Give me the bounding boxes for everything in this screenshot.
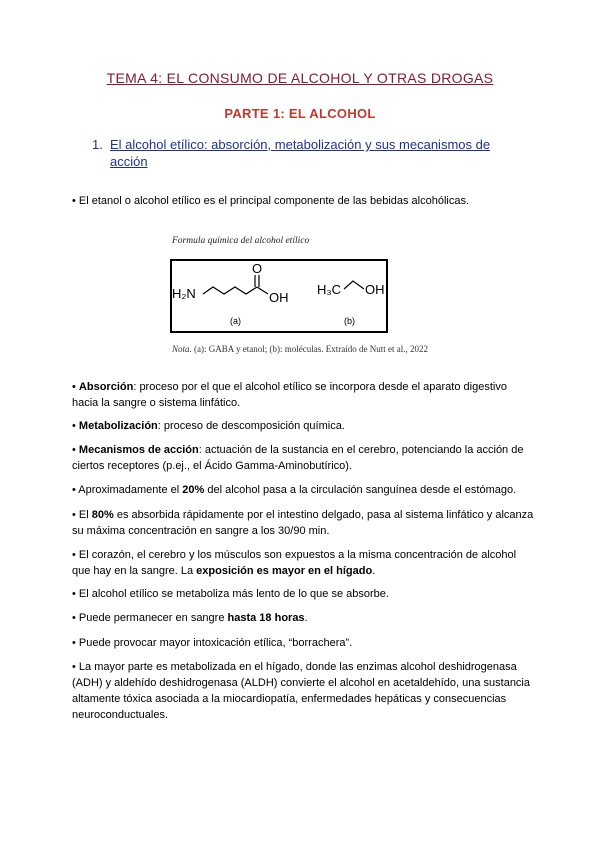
bullet-higado: • La mayor parte es metabolizada en el hígado, donde las enzimas alcohol deshidrogenasa (ADH) y aldehído deshidrogenasa (ALDH) convierte el alcohol en acetaldehído, una sustancia altamente tóxica asociada a la miocardiopatía, enfermedades hepáticas y consecuencias neuroconductuales. [72, 661, 530, 721]
bullet-intoxicacion: • Puede provocar mayor intoxicación etílica, “borrachera”. [72, 637, 353, 649]
bullet-bold: hasta 18 horas [227, 612, 305, 624]
bullet-absorcion [72, 379, 534, 411]
ethanol-h3c-label: H₃C [317, 282, 342, 297]
figure-caption: Formula química del alcohol etílico [172, 236, 310, 246]
bullet-permanecer [72, 610, 534, 626]
bullet-metaboliza-lento: • El alcohol etílico se metaboliza más lento de lo que se absorbe. [72, 588, 389, 600]
label-b: (b) [344, 316, 355, 326]
section-heading [92, 136, 512, 170]
bullet-text: : proceso por el que el alcohol etílico se incorpora desde el aparato digestivo hacia la sangre o sistema linfático. [72, 381, 507, 409]
bullet-percent: 80% [91, 509, 114, 521]
gaba-h2n-label: H₂N [172, 286, 196, 301]
bullet-text-pre: • Aproximadamente el [72, 484, 183, 496]
bullet-marker: • [72, 444, 79, 456]
ethanol-oh-label: OH [365, 282, 385, 297]
molecule-diagram [172, 261, 386, 331]
bullet-text-pre: • El corazón, el cerebro y los músculos son expuestos a la misma concentración de alcohol que hay en la sangre. La [72, 549, 517, 577]
bullet-mecanismos [72, 442, 534, 474]
bullet-term: Absorción [78, 381, 134, 393]
bullet-text-pre: • El [72, 509, 92, 521]
bullet-text-post: . [304, 612, 308, 624]
figure-note-text: (a): GABA y etanol; (b): moléculas. Extraído de Nutt et al., 2022 [191, 344, 428, 354]
section-number: 1. [92, 137, 103, 152]
bullet-intestino [72, 507, 534, 539]
bullet-text: : actuación de la sustancia en el cerebro, potenciando la acción de ciertos receptores (p.ej., el Ácido Gamma-Aminobutírico). [72, 444, 524, 472]
figure-note-prefix: Nota. [172, 344, 192, 354]
bullet-text-pre: • Puede permanecer en sangre [72, 612, 228, 624]
bullet-text-post: . [372, 565, 376, 577]
gaba-oh-label: OH [269, 290, 289, 305]
intro-paragraph: • El etanol o alcohol etílico es el principal componente de las bebidas alcohólicas. [72, 195, 470, 207]
gaba-bonds [203, 287, 257, 294]
gaba-o-label: O [252, 261, 263, 276]
bullet-marker: • [72, 381, 79, 393]
figure-note [172, 344, 428, 354]
bullet-marker: • [72, 420, 79, 432]
document-title: TEMA 4: EL CONSUMO DE ALCOHOL Y OTRAS DROGAS [106, 70, 494, 86]
bullet-text: : proceso de descomposición química. [157, 420, 345, 432]
bullet-estomago [72, 482, 534, 498]
gaba-oh-bond [257, 287, 268, 294]
bullet-exposicion [72, 547, 534, 579]
bullet-term: Mecanismos de acción [78, 444, 199, 456]
bullet-text-post: del alcohol pasa a la circulación sanguínea desde el estómago. [204, 484, 517, 496]
molecule-figure [170, 259, 388, 333]
bullet-term: Metabolización [78, 420, 158, 432]
section-title: El alcohol etílico: absorción, metabolización y sus mecanismos de acción [110, 137, 491, 169]
bullet-text-post: es absorbida rápidamente por el intestino delgado, pasa al sistema linfático y alcanza su máxima concentración en sangre a los 30/90 min. [72, 509, 534, 537]
ethanol-bonds [344, 281, 364, 289]
bullet-metabolizacion [72, 418, 534, 434]
bullet-percent: 20% [182, 484, 205, 496]
bullet-bold: exposición es mayor en el hígado [196, 565, 373, 577]
part-title: PARTE 1: EL ALCOHOL [224, 106, 376, 121]
label-a: (a) [230, 316, 241, 326]
